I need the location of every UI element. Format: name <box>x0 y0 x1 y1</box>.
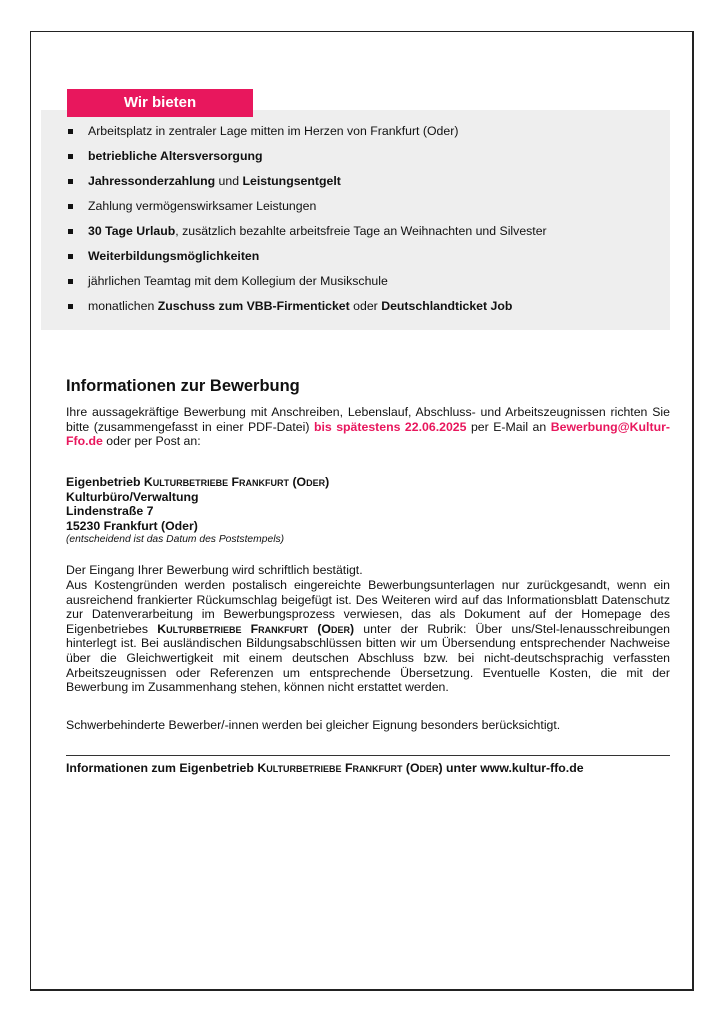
offer-item-text: Zuschuss zum VBB-Firmenticket <box>157 299 350 313</box>
bullet-icon <box>68 204 73 209</box>
address-line-2: Kulturbüro/Verwaltung <box>66 489 199 504</box>
offer-item-text: Arbeitsplatz in zentraler Lage mitten im Herzen von Frankfurt (Oder) <box>88 124 459 138</box>
costs-text-1: Aus Kostengründen werden postalisch eingereichte Bewerbungsunterlagen nur zurückgesandt, wenn ein ausreichend frankierter Rückumschlag beigefügt ist. Des Weiteren wird auf das Informationsblatt Datenschutz zur Datenverarbeitung im Bewerbungsprozess verwiesen, das als Dokument auf der Homepage des Eigenbetriebes <box>66 578 670 636</box>
divider <box>66 755 670 756</box>
offer-item-text: Deutschlandticket Job <box>381 299 513 313</box>
footer-suffix: unter www.kultur-ffo.de <box>442 761 584 775</box>
offer-item-text: monatlichen <box>88 299 158 313</box>
bullet-icon <box>68 254 73 259</box>
receipt-text: Der Eingang Ihrer Bewerbung wird schriftlich bestätigt. <box>66 563 363 577</box>
intro-text-2: per E-Mail an <box>466 419 551 434</box>
bullet-icon <box>68 229 73 234</box>
costs-org-name: Kulturbetriebe Frankfurt (Oder) <box>157 621 355 636</box>
email-link[interactable]: Bewerbung@Kultur-Ffo.de <box>66 419 670 449</box>
deadline: bis spätestens 22.06.2025 <box>313 419 467 434</box>
offer-item-text: und <box>215 174 243 188</box>
intro-text-3: oder per Post an: <box>102 434 201 449</box>
offer-item <box>67 169 547 194</box>
address-line-3: Lindenstraße 7 <box>66 504 154 519</box>
address-prefix: Eigenbetrieb <box>66 475 144 489</box>
offer-item <box>67 119 547 144</box>
address-note: (entscheidend ist das Datum des Poststempels) <box>66 534 285 546</box>
offer-item-text: Leistungsentgelt <box>242 174 341 188</box>
offer-heading: Wir bieten <box>67 89 253 117</box>
offer-item <box>67 244 547 269</box>
footer-info <box>66 761 584 775</box>
intro-text: Ihre aussagekräftige Bewerbung mit Anschreiben, Lebenslauf, Abschluss- und Arbeitszeugnissen richten Sie bitte (zusammengefasst in einer PDF-Datei) <box>66 405 670 434</box>
offer-item-text: jährlichen Teamtag mit dem Kollegium der Musikschule <box>88 274 388 288</box>
offer-item-text: 30 Tage Urlaub <box>88 224 176 238</box>
offer-item <box>67 219 547 244</box>
bullet-icon <box>68 129 73 134</box>
offer-item-text: oder <box>349 299 382 313</box>
offer-item-text: Zahlung vermögenswirksamer Leistungen <box>88 199 317 213</box>
disabled-notice: Schwerbehinderte Bewerber/-innen werden bei gleicher Eignung besonders berücksichtigt. <box>66 718 561 732</box>
costs-text-2: unter der Rubrik: Über uns/Stel-lenausschreibungen hinterlegt ist. Bei ausländischen Bildungsabschlüssen bitten wir um Übersendung entsprechender Nachweise über die Gleichwertigkeit mit einem deutschen Abschluss bzw. bei nicht-deutschsprachig verfassten Arbeitszeugnissen oder Referenzen um entsprechende Übersetzung. Eventuelle Kosten, die mit der Bewerbung im Zusammenhang stehen, können nicht erstattet werden. <box>66 621 670 695</box>
address-org-name: Kulturbetriebe Frankfurt (Oder) <box>143 475 330 489</box>
bullet-icon <box>68 179 73 184</box>
bullet-icon <box>68 154 73 159</box>
offer-list <box>67 119 547 319</box>
offer-item <box>67 294 547 319</box>
bullet-icon <box>68 279 73 284</box>
offer-item-text: , zusätzlich bezahlte arbeitsfreie Tage an Weihnachten und Silvester <box>175 224 547 238</box>
offer-item <box>67 194 547 219</box>
bullet-icon <box>68 304 73 309</box>
costs-paragraph <box>66 578 670 695</box>
application-heading: Informationen zur Bewerbung <box>66 377 300 395</box>
footer-org-name: Kulturbetriebe Frankfurt (Oder) <box>257 761 443 775</box>
address-line-1 <box>66 475 329 490</box>
offer-item <box>67 144 547 169</box>
offer-item <box>67 269 547 294</box>
address-line-4: 15230 Frankfurt (Oder) <box>66 518 198 533</box>
offer-item-text: Weiterbildungsmöglichkeiten <box>88 249 260 263</box>
footer-prefix: Informationen zum Eigenbetrieb <box>66 761 258 775</box>
offer-item-text: betriebliche Altersversorgung <box>88 149 263 163</box>
offer-item-text: Jahressonderzahlung <box>88 174 216 188</box>
postal-address <box>66 475 329 548</box>
application-intro <box>66 405 670 449</box>
